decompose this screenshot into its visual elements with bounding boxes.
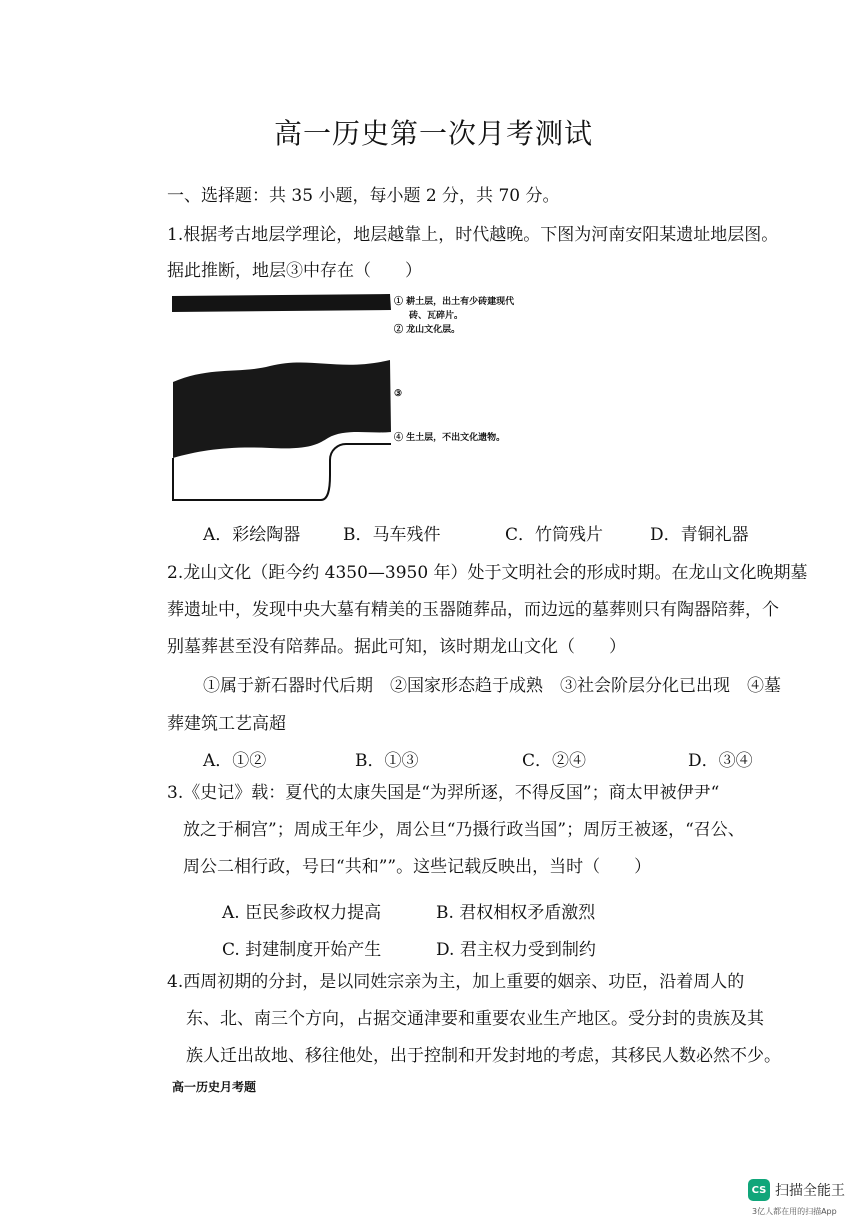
legend-layer-1: ① 耕土层，出土有少砖建现代 — [394, 297, 515, 307]
question-3-line-1: 3.《史记》载：夏代的太康失国是“为羿所逐，不得反国”；商太甲被伊尹“ — [167, 783, 720, 803]
q2-option-c[interactable]: C．②④ — [522, 751, 587, 771]
watermark-name: 扫描全能王 — [775, 1183, 845, 1199]
q3-option-a[interactable]: A. 臣民参政权力提高 — [222, 903, 382, 923]
q3-option-d[interactable]: D. 君主权力受到制约 — [436, 940, 596, 960]
q2-option-b[interactable]: B．①③ — [355, 751, 419, 771]
q1-option-c[interactable]: C．竹筒残片 — [505, 525, 604, 545]
question-3-line-3: 周公二相行政，号曰“共和””。这些记载反映出，当时（ ） — [183, 857, 652, 877]
page-footer: 高一历史月考题 — [172, 1080, 257, 1094]
q1-option-d[interactable]: D．青铜礼器 — [650, 525, 749, 545]
legend-layer-3: ③ — [394, 389, 403, 399]
watermark-tagline: 3亿人都在用的扫描App — [752, 1207, 837, 1216]
question-2-statements: ①属于新石器时代后期 ②国家形态趋于成熟 ③社会阶层分化已出现 ④墓 — [203, 676, 781, 696]
q3-option-b[interactable]: B. 君权相权矛盾激烈 — [436, 903, 596, 923]
question-4-line-1: 4.西周初期的分封，是以同姓宗亲为主，加上重要的姻亲、功臣，沿着周人的 — [167, 972, 745, 992]
question-2-line-1: 2.龙山文化（距今约 4350—3950 年）处于文明社会的形成时期。在龙山文化晚期墓 — [167, 563, 808, 583]
camscanner-logo-icon: CS — [748, 1179, 770, 1201]
stratum-diagram — [170, 290, 395, 502]
legend-layer-1-cont: 砖、瓦碎片。 — [409, 311, 464, 321]
legend-layer-4: ④ 生土层，不出文化遗物。 — [394, 433, 506, 443]
question-2-line-2: 葬遗址中，发现中央大墓有精美的玉器随葬品，而边远的墓葬则只有陶器陪葬，个 — [167, 600, 779, 620]
question-1-line-1: 1.根据考古地层学理论，地层越靠上，时代越晚。下图为河南安阳某遗址地层图。 — [167, 225, 779, 245]
q3-option-c[interactable]: C. 封建制度开始产生 — [222, 940, 382, 960]
question-1-line-2: 据此推断，地层③中存在（ ） — [167, 261, 422, 281]
question-2-statements-cont: 葬建筑工艺高超 — [167, 714, 286, 734]
q2-option-a[interactable]: A．①② — [203, 751, 267, 771]
question-3-line-2: 放之于桐宫”；周成王年少，周公旦“乃摄行政当国”；周厉王被逐，“召公、 — [183, 820, 745, 840]
q1-option-a[interactable]: A．彩绘陶器 — [203, 525, 301, 545]
legend-layer-2: ② 龙山文化层。 — [394, 325, 461, 335]
page-title: 高一历史第一次月考测试 — [273, 117, 593, 150]
question-2-line-3: 别墓葬甚至没有陪葬品。据此可知，该时期龙山文化（ ） — [167, 637, 626, 657]
question-4-line-2: 东、北、南三个方向，占据交通津要和重要农业生产地区。受分封的贵族及其 — [186, 1009, 764, 1029]
q1-option-b[interactable]: B．马车残件 — [343, 525, 441, 545]
question-4-line-3: 族人迁出故地、移往他处，出于控制和开发封地的考虑，其移民人数必然不少。 — [186, 1046, 781, 1066]
q2-option-d[interactable]: D．③④ — [688, 751, 753, 771]
section-heading: 一、选择题：共 35 小题，每小题 2 分，共 70 分。 — [167, 186, 560, 206]
